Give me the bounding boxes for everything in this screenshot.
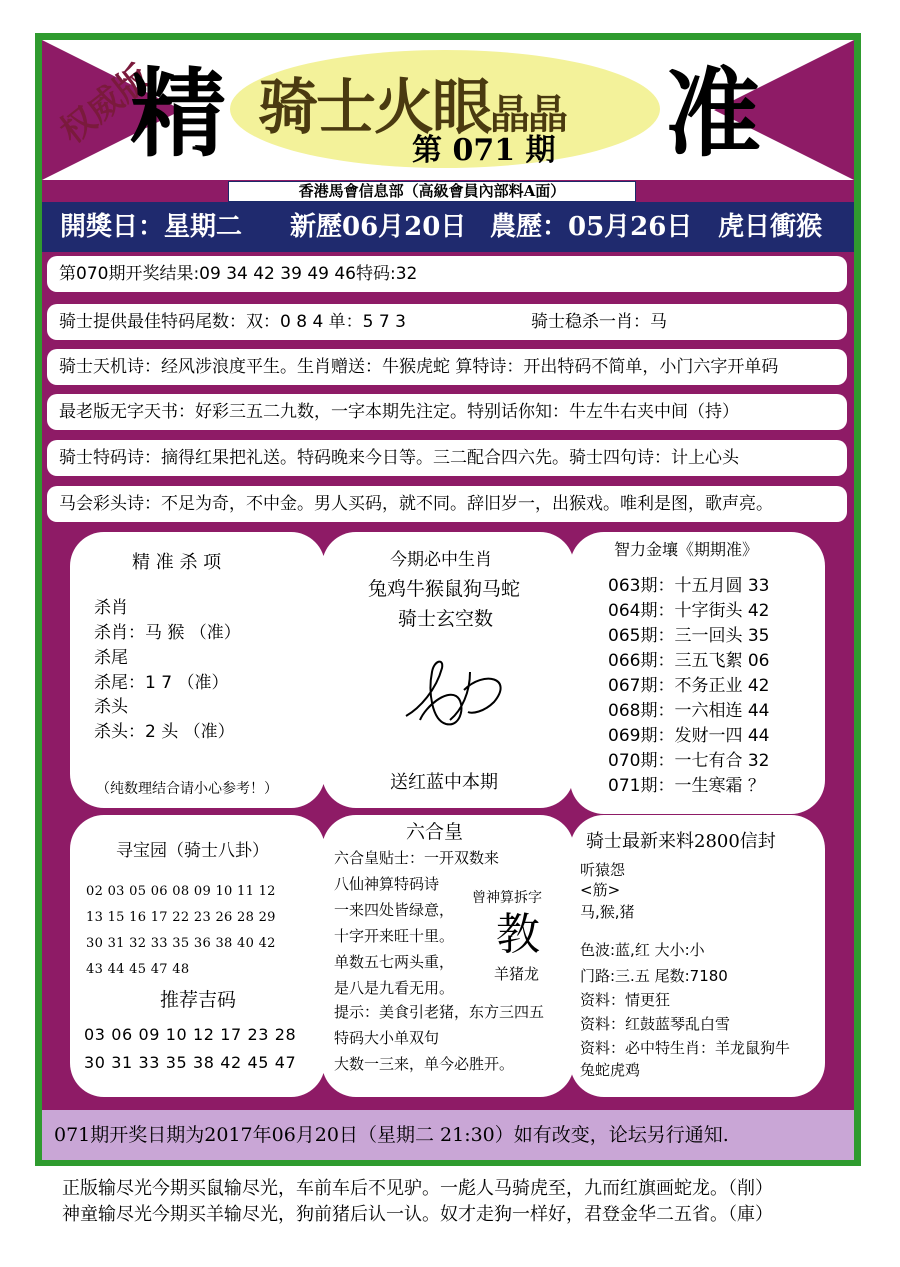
recommend-nums: 03 06 09 10 12 17 23 28 (84, 1025, 297, 1044)
treasure-nums: 30 31 32 33 35 36 38 40 42 (86, 936, 276, 951)
wisdom-item: 070期：一七有合 32 (608, 751, 770, 771)
kill-line: 杀尾：1 7 （准） (94, 673, 229, 693)
latest-line: 门路:三.五 尾数:7180 (580, 967, 728, 985)
latest-title: 骑士最新来料2800信封 (586, 831, 776, 852)
title-main: 骑士火眼 (258, 73, 490, 143)
treasure-box (70, 815, 325, 1097)
liuhe-title: 六合皇 (406, 821, 464, 843)
latest-line: 听猿怨 (580, 861, 626, 879)
page-title (258, 73, 566, 143)
latest-line: 资料：红鼓蓝琴乱白雪 (580, 1015, 731, 1033)
zodiac-box (322, 532, 574, 808)
latest-line: 色波:蓝,红 大小:小 (580, 941, 705, 959)
solar-date: 新歷06月20日 (290, 212, 467, 242)
wisdom-item: 064期：十字街头 42 (608, 601, 770, 621)
kill-line: 杀头 (94, 697, 128, 717)
treasure-nums: 13 15 16 17 22 23 26 28 29 (86, 910, 276, 925)
info-row-text: 骑士提供最佳特码尾数：双：0 8 4 单：5 7 3 (59, 312, 406, 332)
liuhe-box (322, 815, 574, 1097)
zodiac-title: 今期必中生肖 (390, 550, 492, 570)
liuhe-line: 八仙神算特码诗 (334, 875, 440, 893)
info-row: 马会彩头诗：不足为奇，不中金。男人买码，就不同。辞旧岁一，出猴戏。唯利是图，歌声亮。 (47, 486, 847, 522)
signature-icon (398, 650, 518, 732)
liuhe-line: 一来四处皆绿意， (334, 901, 455, 919)
info-row (47, 304, 847, 340)
info-row: 第070期开奖结果:09 34 42 39 49 46特码:32 (47, 256, 847, 292)
kill-box (70, 532, 325, 808)
notice-band: 071期开奖日期为2017年06月20日（星期二 21:30）如有改变，论坛另行通知. (42, 1110, 854, 1160)
wisdom-item: 071期：一生寒霜 ？ (608, 776, 765, 796)
cezi-animals: 羊猪龙 (494, 965, 540, 983)
kill-line: 杀头：2 头 （准） (94, 722, 235, 742)
kill-note: （纯数理结合请小心参考！） (96, 781, 278, 797)
clash-day: 虎日衝猴 (718, 212, 823, 242)
treasure-nums: 43 44 45 47 48 (86, 962, 190, 977)
latest-line: 马,猴,猪 (580, 903, 635, 921)
wisdom-item: 067期：不务正业 42 (608, 676, 770, 696)
wisdom-item: 065期：三一回头 35 (608, 626, 770, 646)
footer-line: 神童输尽光今期买羊输尽光，狗前猪后认一认。奴才走狗一样好，君登金华二五省。（庫） (62, 1204, 773, 1225)
wisdom-title: 智力金壤《期期准》 (614, 540, 759, 559)
recommend-nums: 30 31 33 35 38 42 45 47 (84, 1053, 297, 1072)
liuhe-line: 六合皇贴士：一开双数来 (334, 849, 500, 867)
zodiac-animals: 兔鸡牛猴鼠狗马蛇 (368, 578, 521, 600)
issue-number: 第 071 期 (412, 133, 556, 168)
kill-line: 杀尾 (94, 648, 128, 668)
dept-label: 香港馬會信息部（高級會員內部料A面） (228, 181, 636, 202)
draw-day: 開獎日：星期二 (60, 212, 243, 242)
liuhe-line: 十字开来旺十里。 (334, 927, 455, 945)
lunar-date: 農歷：05月26日 (490, 212, 693, 242)
wisdom-item: 068期：一六相连 44 (608, 701, 770, 721)
title-small: 晶晶 (490, 91, 566, 138)
info-row: 最老版无字天书：好彩三五二九数，一字本期先注定。特别话你知：牛左牛右夹中间（持） (47, 394, 847, 430)
treasure-title: 寻宝园（骑士八卦） (116, 841, 269, 861)
zodiac-sub: 骑士玄空数 (398, 608, 494, 630)
liuhe-line: 单数五七两头重， (334, 953, 455, 971)
liuhe-line: 提示：美食引老猪，东方三四五 (334, 1003, 545, 1021)
liuhe-line: 特码大小单双句 (334, 1029, 440, 1047)
latest-box (570, 815, 825, 1097)
kill-zodiac-text: 骑士稳杀一肖：马 (531, 312, 667, 332)
liuhe-line: 是八是九看无用。 (334, 979, 455, 997)
latest-line: 兔蛇虎鸡 (580, 1061, 641, 1079)
kill-title: 精 准 杀 项 (132, 552, 222, 573)
liuhe-line: 大数一三来，单今必胜开。 (334, 1055, 515, 1073)
cezi-char: 教 (496, 909, 540, 960)
badge-text: 权威版 (52, 57, 158, 152)
date-band (42, 202, 854, 252)
footer-line: 正版输尽光今期买鼠输尽光，车前车后不见驴。一彪人马骑虎至，九而红旗画蛇龙。（削） (62, 1178, 773, 1199)
treasure-nums: 02 03 05 06 08 09 10 11 12 (86, 884, 276, 899)
wisdom-item: 066期：三五飞絮 06 (608, 651, 770, 671)
latest-line: 资料：必中特生肖：羊龙鼠狗牛 (580, 1039, 791, 1057)
wisdom-box (570, 532, 825, 814)
zodiac-send: 送红蓝中本期 (390, 772, 498, 793)
right-big-char: 准 (665, 57, 761, 170)
kill-line: 杀肖：马 猴 （准） (94, 623, 241, 643)
wisdom-item: 063期：十五月圆 33 (608, 576, 770, 596)
latest-line: 资料：情更狂 (580, 991, 671, 1009)
left-big-char: 精 (130, 57, 226, 170)
cezi-label: 曾神算拆字 (472, 890, 542, 906)
recommend-title: 推荐吉码 (160, 989, 237, 1011)
info-row: 骑士天机诗：经风涉浪度平生。生肖赠送：牛猴虎蛇 算特诗：开出特码不简单，小门六字开单码 (47, 349, 847, 385)
info-row: 骑士特码诗：摘得红果把礼送。特码晚来今日等。三二配合四六先。骑士四句诗：计上心头 (47, 440, 847, 476)
latest-line: <筋> (580, 881, 621, 899)
kill-line: 杀肖 (94, 598, 128, 618)
wisdom-item: 069期：发财一四 44 (608, 726, 770, 746)
